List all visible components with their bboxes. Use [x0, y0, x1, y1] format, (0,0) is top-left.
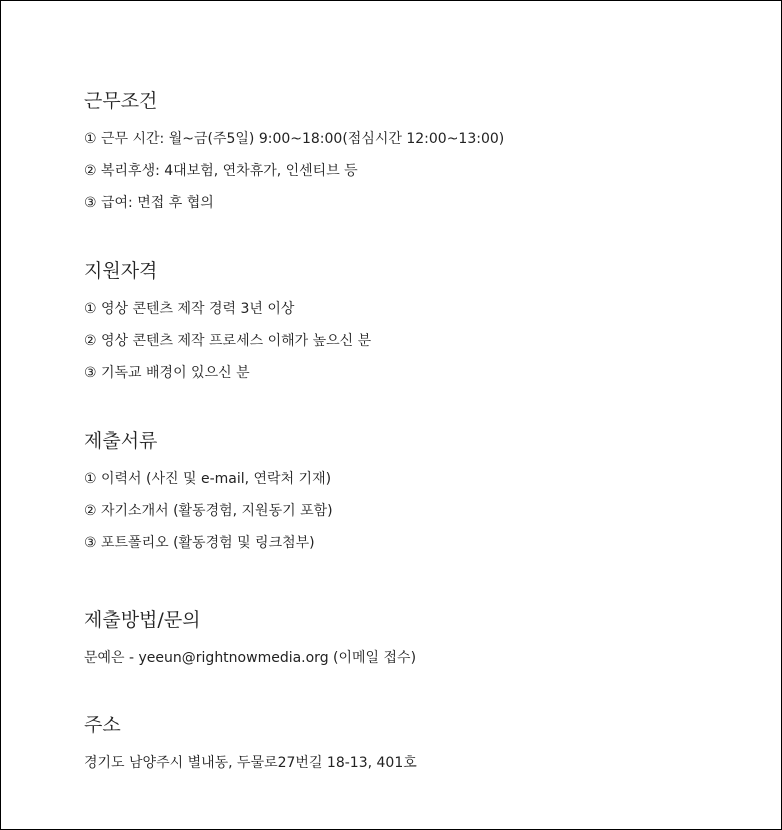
list-item: ② 복리후생: 4대보험, 연차휴가, 인센티브 등 — [84, 163, 358, 179]
section-title: 주소 — [84, 714, 121, 736]
section-qualifications — [84, 259, 157, 283]
section-title: 지원자격 — [84, 260, 158, 282]
section-address — [84, 713, 121, 737]
list-item: ① 근무 시간: 월~금(주5일) 9:00~18:00(점심시간 12:00~13:00) — [84, 131, 505, 147]
list-item: ① 영상 콘텐츠 제작 경력 3년 이상 — [84, 301, 295, 317]
list-item: ② 자기소개서 (활동경험, 지원동기 포함) — [84, 503, 333, 519]
address-line: 경기도 남양주시 별내동, 두물로27번길 18-13, 401호 — [84, 755, 417, 771]
section-work-conditions — [84, 89, 157, 113]
section-title: 제출서류 — [84, 430, 158, 452]
section-submission-contact — [84, 608, 201, 632]
list-item: ② 영상 콘텐츠 제작 프로세스 이해가 높으신 분 — [84, 333, 372, 349]
section-title: 근무조건 — [84, 90, 158, 112]
list-item: ③ 급여: 면접 후 협의 — [84, 195, 214, 211]
list-item: ③ 기독교 배경이 있으신 분 — [84, 365, 250, 381]
section-title: 제출방법/문의 — [84, 609, 201, 631]
contact-line: 문예은 - yeeun@rightnowmedia.org (이메일 접수) — [84, 650, 417, 666]
list-item: ① 이력서 (사진 및 e-mail, 연락처 기재) — [84, 471, 332, 487]
section-required-documents — [84, 429, 157, 453]
list-item: ③ 포트폴리오 (활동경험 및 링크첨부) — [84, 535, 315, 551]
